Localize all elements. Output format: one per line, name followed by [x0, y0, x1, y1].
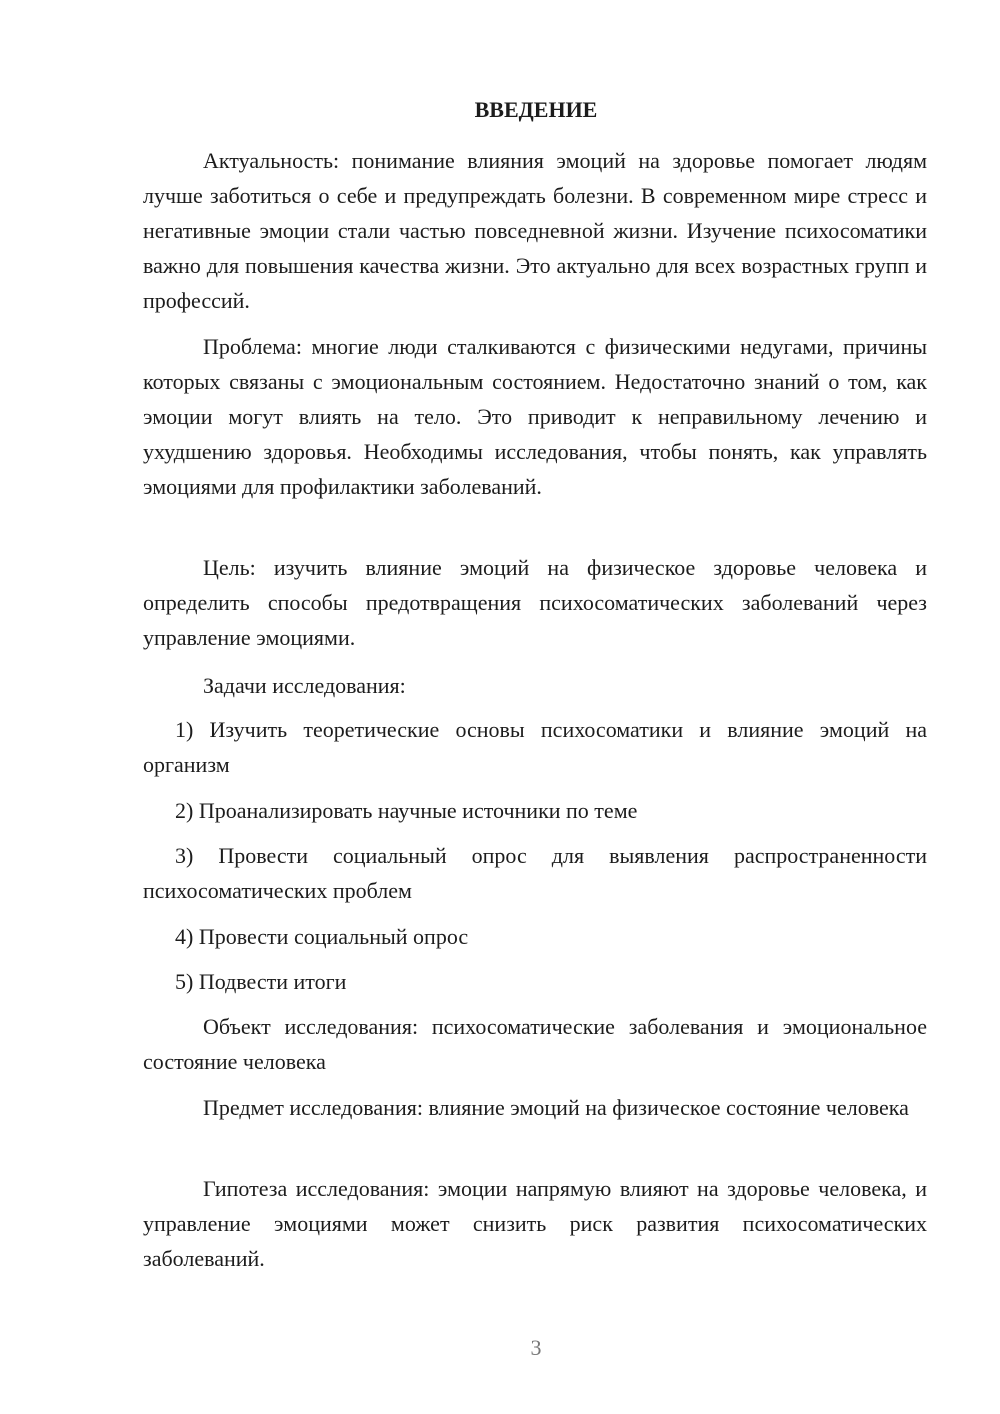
list-item: 5) Подвести итоги: [175, 969, 347, 994]
task-item-1: [143, 712, 927, 782]
subject-paragraph: Предмет исследования: влияние эмоций на физическое состояние человека: [203, 1095, 909, 1120]
list-item: 2) Проанализировать научные источники по теме: [175, 798, 638, 823]
problem-section: [143, 329, 927, 504]
task-item-2: [143, 793, 927, 828]
list-item: 4) Провести социальный опрос: [175, 924, 469, 949]
task-item-3: [143, 838, 927, 908]
object-section: [143, 1009, 927, 1079]
hypothesis-section: [143, 1171, 927, 1276]
hypothesis-paragraph: Гипотеза исследования: эмоции напрямую влияют на здоровье человека, и управление эмоциями может снизить риск развития психосоматических заболеваний.: [143, 1176, 927, 1271]
tasks-heading-section: [143, 668, 927, 703]
page-title: ВВЕДЕНИЕ: [474, 97, 598, 122]
list-item: 1) Изучить теоретические основы психосоматики и влияние эмоций на организм: [143, 717, 927, 777]
task-item-5: [143, 964, 927, 999]
list-item: 3) Провести социальный опрос для выявления распространенности психосоматических проблем: [143, 843, 927, 903]
problem-paragraph: Проблема: многие люди сталкиваются с физическими недугами, причины которых связаны с эмоциональным состоянием. Недостаточно знаний о том, как эмоции могут влиять на тело. Это приводит к неправильному лечению и ухудшению здоровья. Необходимы исследования, чтобы понять, как управлять эмоциями для профилактики заболеваний.: [143, 334, 927, 499]
object-paragraph: Объект исследования: психосоматические заболевания и эмоциональное состояние человека: [143, 1014, 927, 1074]
task-item-4: [143, 919, 927, 954]
page-number: 3: [530, 1335, 542, 1360]
tasks-heading: Задачи исследования:: [203, 673, 406, 698]
subject-section: [143, 1090, 927, 1125]
goal-section: [143, 550, 927, 655]
relevance-paragraph: Актуальность: понимание влияния эмоций на здоровье помогает людям лучше заботиться о себе и предупреждать болезни. В современном мире стресс и негативные эмоции стали частью повседневной жизни. Изучение психосоматики важно для повышения качества жизни. Это актуально для всех возрастных групп и профессий.: [143, 148, 927, 313]
relevance-section: [143, 143, 927, 318]
goal-paragraph: Цель: изучить влияние эмоций на физическое здоровье человека и определить способы предотвращения психосоматических заболеваний через управление эмоциями.: [143, 555, 927, 650]
